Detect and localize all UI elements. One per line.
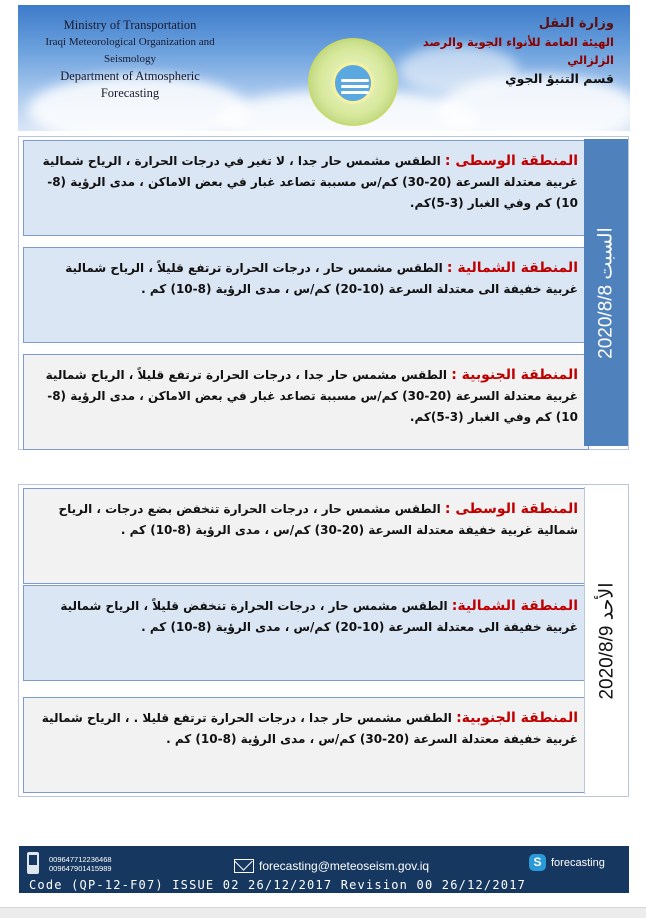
forecast-day-1 (18, 136, 629, 450)
region-box-south (23, 697, 589, 793)
region-label: المنطقة الجنوبية: (456, 710, 578, 726)
region-forecast-text: الطقس مشمس حار ، درجات الحرارة تنخفض بضع درجات ، الرياح شمالية غربية خفيفة معتدلة السرعة (20-30) كم/س ، مدى الرؤية (8-10) كم . (58, 502, 578, 537)
region-label: المنطقة الشمالية: (451, 598, 578, 614)
date-label: 2020/8/8 السبت (595, 226, 617, 359)
region-box-central (23, 140, 589, 236)
region-forecast-text: الطقس مشمس حار جدا ، درجات الحرارة ترتفع قليلا . ، الرياح شمالية غربية خفيفة معتدلة السرعة (20-30) كم/س ، مدى الرؤية (8-10) كم . (41, 711, 578, 746)
region-label: المنطقة الوسطى : (444, 153, 578, 169)
region-box-central (23, 488, 589, 584)
region-label: المنطقة الوسطى : (444, 501, 578, 517)
region-forecast-text: الطقس مشمس حار ، درجات الحرارة ترتفع قليلاً ، الرياح شمالية غربية خفيفة الى معتدلة السرعة (10-20) كم/س ، مدى الرؤية (8-10) كم . (65, 261, 578, 296)
region-box-north (23, 247, 589, 343)
date-tab (584, 139, 628, 446)
phone-number-1: 009647712236468 (49, 855, 112, 864)
region-box-north (23, 585, 589, 681)
date-tab (584, 487, 628, 794)
department-name-ar: قسم التنبؤ الجوي (505, 71, 614, 86)
department-name: Department of Atmospheric Forecasting (60, 69, 200, 100)
ministry-name-ar: وزارة النقل (538, 16, 614, 31)
phone-icon (27, 852, 39, 874)
region-forecast-text: الطقس مشمس حار جدا ، لا تغير في درجات الحرارة ، الرياح شمالية غربية معتدلة السرعة (20-30) كم/س مسببة تصاعد غبار في بعض الاماكن ، مدى الرؤية (8-10) كم وفي الغبار (3-5)كم. (42, 154, 578, 210)
header-english-title (30, 17, 230, 102)
contact-footer (19, 846, 629, 893)
region-forecast-text: الطقس مشمس حار جدا ، درجات الحرارة ترتفع قليلاً ، الرياح شمالية غربية معتدلة السرعة (20-30) كم/س مسببة تصاعد غبار في بعض الاماكن ، مدى الرؤية (8-10) كم وفي الغبار (3-5)كم. (45, 368, 578, 424)
ministry-name: Ministry of Transportation (63, 18, 197, 32)
organization-name-ar: الهيئة العامة للأنواء الجوية والرصد الزلزالي (422, 35, 614, 67)
letterhead-banner (18, 5, 630, 131)
organization-name: Iraqi Meteorological Organization and Seismology (45, 36, 215, 65)
page-bottom-edge (0, 907, 646, 918)
skype-handle[interactable]: forecasting (551, 857, 605, 869)
envelope-icon (234, 859, 254, 873)
header-arabic-title (414, 15, 614, 89)
date-label: 2020/8/9 الأحد (596, 581, 617, 700)
email-address[interactable]: forecasting@meteoseism.gov.iq (259, 859, 430, 873)
region-forecast-text: الطقس مشمس حار ، درجات الحرارة تنخفض قليلاً ، الرياح شمالية غربية خفيفة الى معتدلة السرعة (10-20) كم/س ، مدى الرؤية (8-10) كم . (60, 599, 578, 634)
phone-number-2: 009647901415989 (49, 864, 112, 873)
phone-numbers (49, 855, 112, 873)
forecast-day-2 (18, 484, 629, 797)
region-label: المنطقة الجنوبية : (451, 367, 578, 383)
document-code: Code (QP-12-F07) ISSUE 02 26/12/2017 Revision 00 26/12/2017 (29, 878, 527, 892)
region-box-south (23, 354, 589, 450)
region-label: المنطقة الشمالية : (446, 260, 578, 276)
skype-icon: S (529, 854, 546, 871)
logo-emblem-icon (308, 38, 398, 126)
